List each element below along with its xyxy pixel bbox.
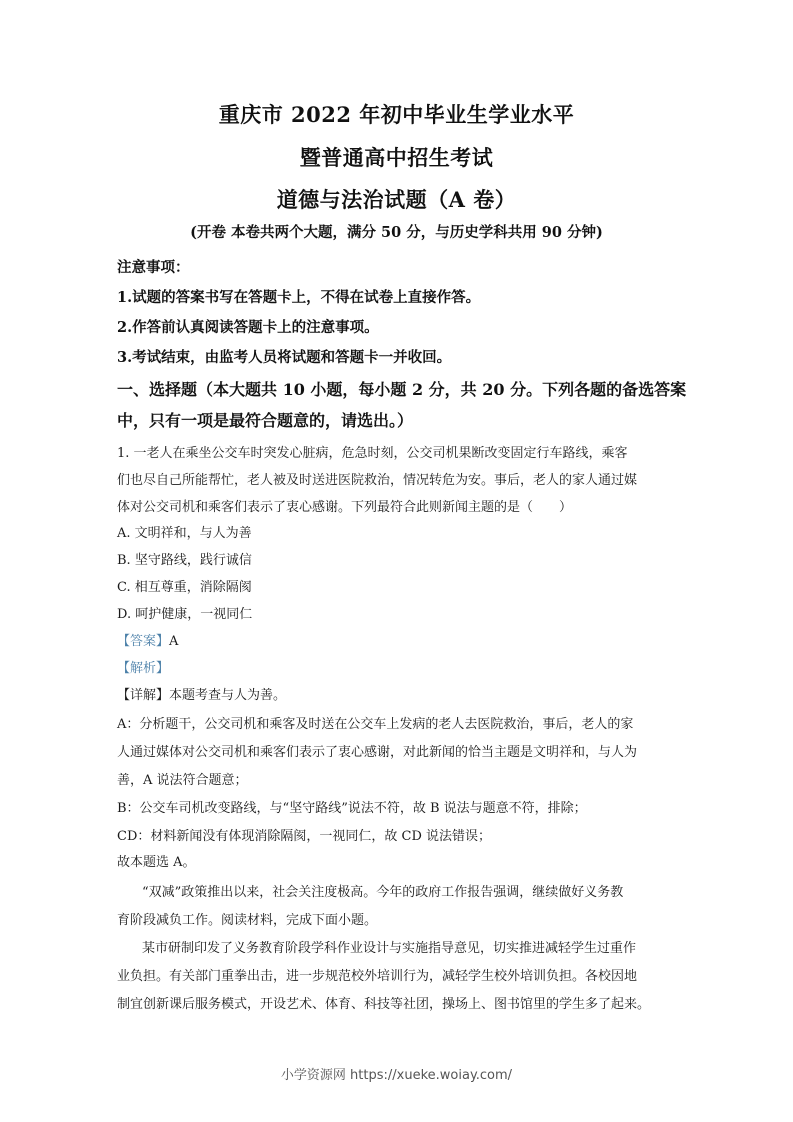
q1-explanation-line-2: 人通过媒体对公交司机和乘客们表示了衷心感谢，对此新闻的恰当主题是文明祥和，与人为 — [117, 745, 638, 760]
q1-option-d: D. 呵护健康，一视同仁 — [117, 607, 253, 622]
q1-answer — [117, 630, 178, 649]
section1-heading-line-2: 中，只有一项是最符合题意的，请选出。） — [117, 411, 414, 430]
q1-explanation-line-5: CD：材料新闻没有体现消除隔阂，一视同仁，故 CD 说法错误； — [117, 829, 492, 844]
material-intro-line-2: 育阶段减负工作。阅读材料，完成下面小题。 — [117, 913, 378, 928]
q1-stem-line-3: 体对公交司机和乘客们表示了衷心感谢。下列最符合此则新闻主题的是（ ） — [117, 500, 573, 515]
answer-tag: 【答案】 — [117, 634, 170, 649]
material-intro-line-1: “双减”政策推出以来，社会关注度极高。今年的政府工作报告强调，继续做好义务教 — [142, 885, 624, 900]
q1-explanation-line-1: A：分析题干，公交司机和乘客及时送在公交车上发病的老人去医院救治，事后，老人的家 — [117, 717, 634, 732]
exam-title-line-2: 暨普通高中招生考试 — [299, 145, 494, 170]
material-passage-line-1: 某市研制印发了义务教育阶段学科作业设计与实施指导意见，切实推进减轻学生过重作 — [142, 941, 637, 956]
notes-item-1: 1.试题的答案书写在答题卡上，不得在试卷上直接作答。 — [117, 289, 481, 306]
exam-title-line-1: 重庆市 2022 年初中毕业生学业水平 — [218, 102, 575, 127]
material-passage-line-3: 制宜创新课后服务模式，开设艺术、体育、科技等社团，操场上、图书馆里的学生多了起来。 — [117, 997, 651, 1012]
q1-option-b: B. 坚守路线，践行诚信 — [117, 553, 252, 568]
q1-stem-line-1: 1. 一老人在乘坐公交车时突发心脏病，危急时刻，公交司机果断改变固定行车路线，乘客 — [117, 446, 628, 461]
exam-title-line-3: 道德与法治试题（A 卷） — [276, 187, 517, 212]
notes-heading: 注意事项： — [117, 259, 190, 276]
q1-explanation-line-6: 故本题选 A。 — [117, 855, 196, 870]
q1-option-a: A. 文明祥和，与人为善 — [117, 526, 252, 541]
notes-item-3: 3.考试结束，由监考人员将试题和答题卡一并收回。 — [117, 349, 452, 366]
q1-detail: 【详解】本题考查与人为善。 — [117, 688, 287, 703]
q1-option-c: C. 相互尊重，消除隔阂 — [117, 580, 252, 595]
exam-subtitle: (开卷 本卷共两个大题，满分 50 分，与历史学科共用 90 分钟) — [190, 224, 603, 241]
material-passage-line-2: 业负担。有关部门重拳出击，进一步规范校外培训行为，减轻学生校外培训负担。各校因地 — [117, 969, 638, 984]
analysis-tag: 【解析】 — [117, 661, 170, 676]
q1-explanation-line-4: B：公交车司机改变路线，与“坚守路线”说法不符，故 B 说法与题意不符，排除； — [117, 801, 587, 816]
section1-heading-line-1: 一、选择题（本大题共 10 小题，每小题 2 分，共 20 分。下列各题的备选答案 — [117, 380, 687, 399]
q1-explanation-line-3: 善，A 说法符合题意； — [117, 773, 248, 788]
notes-item-2: 2.作答前认真阅读答题卡上的注意事项。 — [117, 319, 379, 336]
answer-value: A — [169, 634, 179, 649]
q1-stem-line-2: 们也尽自己所能帮忙，老人被及时送进医院救治，情况转危为安。事后，老人的家人通过媒 — [117, 473, 638, 488]
footer-watermark-link[interactable]: 小学资源网 https://xueke.woiay.com/ — [280, 1068, 513, 1083]
